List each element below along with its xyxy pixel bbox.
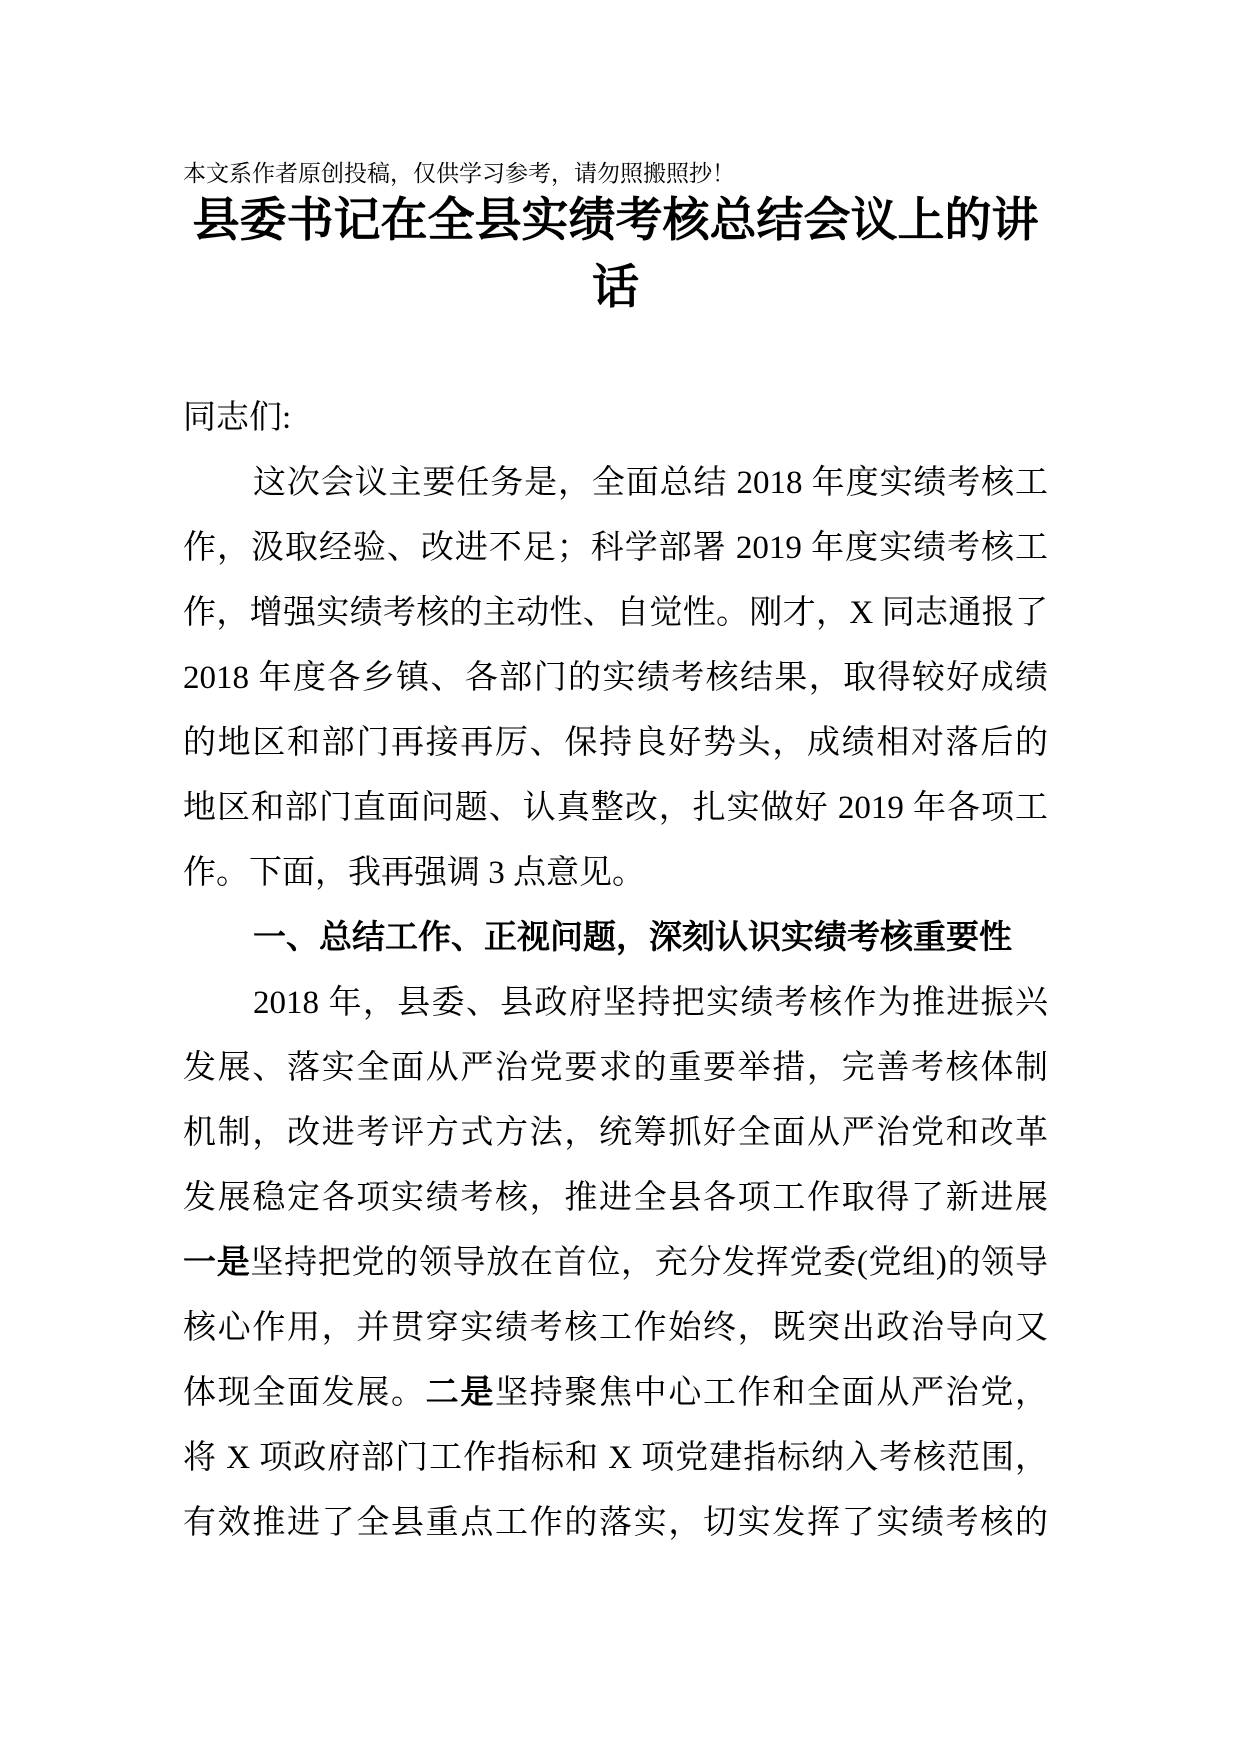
text-line bbox=[183, 516, 1048, 581]
text-segment: 有效推进了全县重点工作的落实，切实发挥了实绩考核的 bbox=[183, 1505, 1048, 1541]
bold-text-segment: 二是 bbox=[425, 1375, 496, 1411]
text-segment: 机制，改进考评方式方法，统筹抓好全面从严治党和改革 bbox=[183, 1115, 1048, 1151]
text-line bbox=[183, 1101, 1048, 1166]
text-line bbox=[183, 1231, 1048, 1296]
bold-text-segment: 一是 bbox=[183, 1245, 251, 1281]
text-line bbox=[183, 451, 1048, 516]
text-segment: 2018 年，县委、县政府坚持把实绩考核作为推进振兴 bbox=[253, 985, 1048, 1021]
document-title-line-1: 县委书记在全县实绩考核总结会议上的讲 bbox=[192, 195, 1039, 247]
text-segment: 的地区和部门再接再厉、保持良好势头，成绩相对落后的 bbox=[183, 725, 1048, 761]
text-segment: 核心作用，并贯穿实绩考核工作始终，既突出政治导向又 bbox=[183, 1310, 1048, 1346]
text-segment: 这次会议主要任务是，全面总结 2018 年度实绩考核工 bbox=[253, 465, 1048, 501]
text-segment: 体现全面发展。 bbox=[183, 1375, 426, 1411]
text-line bbox=[183, 1296, 1048, 1361]
text-segment: 坚持把党的领导放在首位，充分发挥党委(党组)的领导 bbox=[250, 1245, 1048, 1281]
text-line bbox=[183, 841, 1048, 906]
document-title bbox=[183, 188, 1048, 322]
text-line bbox=[183, 711, 1048, 776]
text-line bbox=[183, 906, 1048, 971]
text-segment: 发展稳定各项实绩考核，推进全县各项工作取得了新进展 bbox=[183, 1180, 1048, 1216]
text-segment: 同志们: bbox=[183, 400, 292, 436]
text-line bbox=[183, 1426, 1048, 1491]
document-title-line-2: 话 bbox=[592, 262, 639, 314]
text-line bbox=[183, 386, 1048, 451]
text-segment: 发展、落实全面从严治党要求的重要举措，完善考核体制 bbox=[183, 1050, 1048, 1086]
document-body bbox=[183, 386, 1048, 1556]
text-line bbox=[183, 1036, 1048, 1101]
text-line bbox=[183, 776, 1048, 841]
text-line bbox=[183, 581, 1048, 646]
text-line bbox=[183, 1491, 1048, 1556]
text-segment: 坚持聚焦中心工作和全面从严治党， bbox=[495, 1375, 1049, 1411]
text-line bbox=[183, 971, 1048, 1036]
text-segment: 地区和部门直面问题、认真整改，扎实做好 2019 年各项工 bbox=[183, 790, 1048, 826]
text-line bbox=[183, 1166, 1048, 1231]
text-segment: 将 X 项政府部门工作指标和 X 项党建指标纳入考核范围， bbox=[183, 1440, 1048, 1476]
text-line bbox=[183, 1361, 1048, 1426]
disclaimer-text: 本文系作者原创投稿，仅供学习参考，请勿照搬照抄！ bbox=[183, 161, 735, 186]
text-segment: 作，汲取经验、改进不足；科学部署 2019 年度实绩考核工 bbox=[183, 530, 1048, 566]
text-segment: 作，增强实绩考核的主动性、自觉性。刚才，X 同志通报了 bbox=[183, 595, 1048, 631]
text-segment: 作。下面，我再强调 3 点意见。 bbox=[183, 855, 645, 891]
text-segment: 2018 年度各乡镇、各部门的实绩考核结果，取得较好成绩 bbox=[183, 660, 1048, 696]
bold-text-segment: 一、总结工作、正视问题，深刻认识实绩考核重要性 bbox=[253, 920, 1012, 956]
text-line bbox=[183, 646, 1048, 711]
